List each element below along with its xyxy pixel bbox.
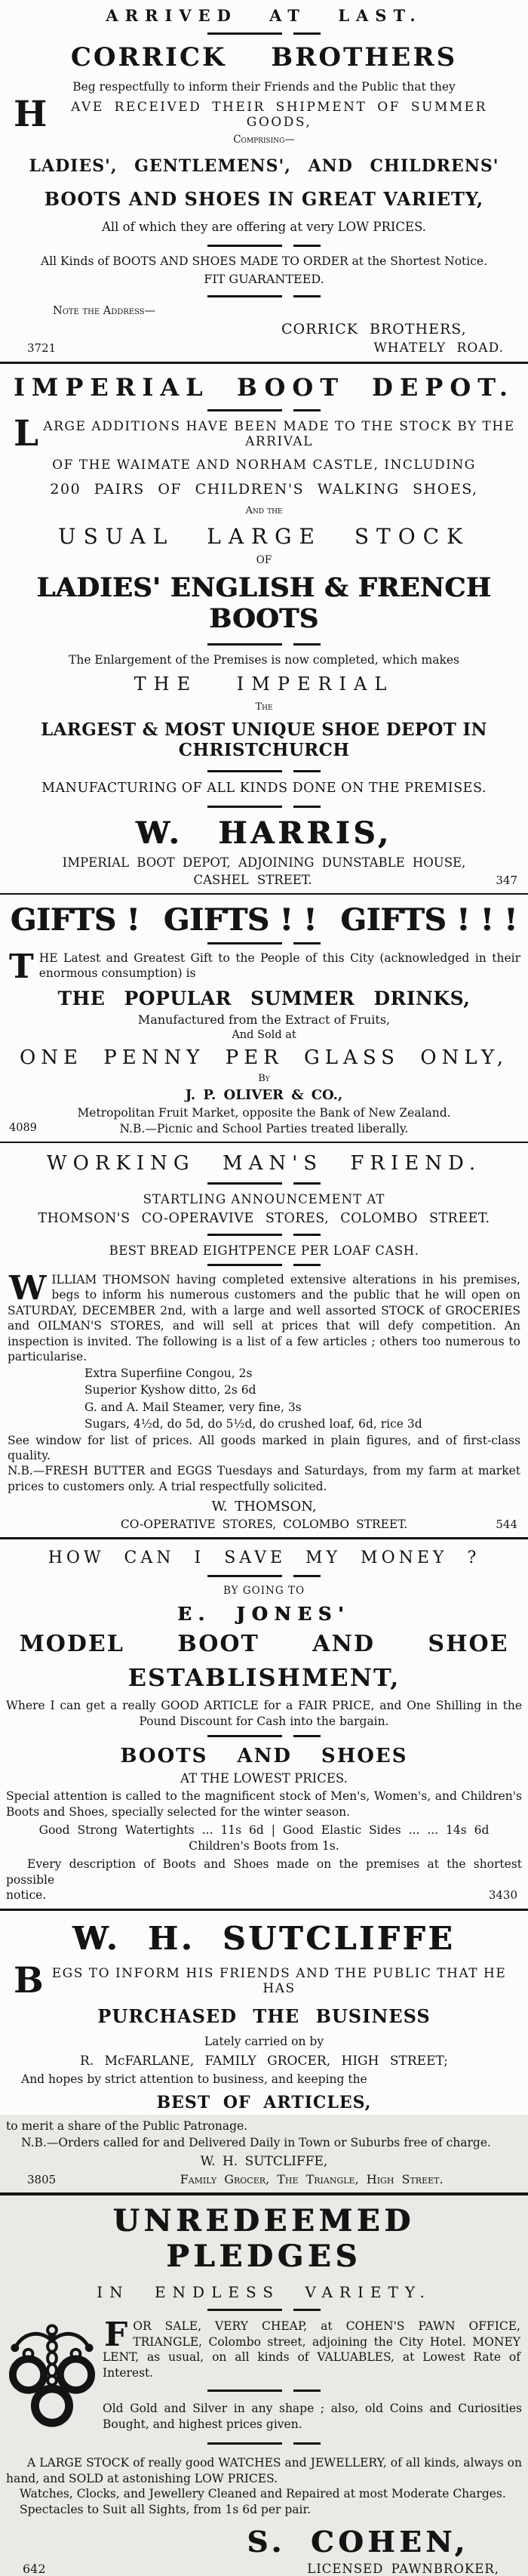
dropcap-w: W bbox=[9, 1268, 47, 1308]
oliver-summer-drinks: THE POPULAR SUMMER DRINKS, bbox=[57, 987, 471, 1009]
sutcliffe-best-articles: BEST OF ARTICLES, bbox=[156, 2093, 372, 2113]
ad-number: 4089 bbox=[9, 1121, 37, 1134]
jones-number-line bbox=[6, 1887, 522, 1903]
thomson-sig-address: CO-OPERATIVE STORES, COLOMBO STREET. bbox=[120, 1518, 408, 1532]
ad-thomson-stores bbox=[0, 1152, 528, 1531]
corrick-note-address: Note the Address— bbox=[53, 305, 156, 317]
corrick-intro: Beg respectfully to inform their Friends and the Public that they bbox=[72, 80, 456, 94]
imperial-and-the: And the bbox=[245, 505, 283, 516]
cohen-subtitle: IN ENDLESS VARIETY. bbox=[97, 2283, 431, 2302]
harris-number-line bbox=[6, 873, 522, 887]
corrick-arrived-headline: ARRIVED AT LAST. bbox=[106, 6, 422, 25]
imperial-of: OF bbox=[256, 554, 272, 566]
dropcap-b: B bbox=[14, 1960, 44, 2002]
divider bbox=[207, 643, 321, 646]
jones-lowest-prices: AT THE LOWEST PRICES. bbox=[180, 1771, 348, 1786]
pawnbroker-three-balls-icon bbox=[8, 2322, 97, 2448]
corrick-low-prices: All of which they are offering at very LOW PRICES. bbox=[101, 220, 427, 234]
divider bbox=[207, 2309, 321, 2311]
jones-by-going: BY GOING TO bbox=[223, 1585, 305, 1598]
imperial-largest-depot: LARGEST & MOST UNIQUE SHOE DEPOT IN CHRISTCHURCH bbox=[41, 719, 487, 760]
sutcliffe-hopes: And hopes by strict attention to business, and keeping the bbox=[21, 2072, 367, 2087]
jones-children-boots: Children's Boots from 1s. bbox=[189, 1839, 339, 1853]
thomson-nb: N.B.—FRESH BUTTER and EGGS Tuesdays and Saturdays, from my farm at market prices to customers only. A trial respectfully solicited. bbox=[8, 1464, 520, 1493]
cohen-title: UNREDEEMED PLEDGES bbox=[112, 2203, 416, 2275]
oliver-paragraph bbox=[6, 948, 522, 986]
divider bbox=[207, 32, 321, 35]
jones-title: HOW CAN I SAVE MY MONEY ? bbox=[48, 1548, 480, 1568]
ad-separator-rule bbox=[0, 2192, 528, 2195]
corrick-made-to-order: All Kinds of BOOTS AND SHOES MADE TO ORDER at the Shortest Notice. bbox=[41, 254, 487, 268]
cohen-paragraph2: Old Gold and Silver in any shape ; also, old Coins and Curiosities Bought, and highest prices given. bbox=[103, 2402, 522, 2431]
thomson-title: WORKING MAN'S FRIEND. bbox=[46, 1151, 482, 1175]
imperial-the-imperial: THE IMPERIAL bbox=[134, 673, 394, 695]
jones-every-description: Every description of Boots and Shoes made on the premises at the shortest possible bbox=[6, 1857, 522, 1887]
oliver-name: J. P. OLIVER & CO., bbox=[185, 1086, 343, 1103]
imperial-line3: 200 PAIRS OF CHILDREN'S WALKING SHOES, bbox=[50, 481, 478, 498]
jones-notice-tail: notice. bbox=[6, 1888, 47, 1903]
imperial-line1: ARGE ADDITIONS HAVE BEEN MADE TO THE STOCK BY THE ARRIVAL bbox=[43, 419, 515, 449]
cohen-paragraph5: Spectacles to Suit all Sights, from 1s 6d per pair. bbox=[20, 2502, 312, 2516]
corrick-ladies-line: LADIES', GENTLEMENS', AND CHILDRENS' bbox=[29, 156, 499, 176]
corrick-address: WHATELY ROAD. bbox=[373, 340, 504, 356]
cohen-number-line bbox=[6, 2562, 522, 2576]
oliver-nb-line bbox=[6, 1121, 522, 1135]
sutcliffe-purchased: PURCHASED THE BUSINESS bbox=[97, 2005, 431, 2028]
gifts-3: GIFTS ! ! ! bbox=[340, 902, 517, 938]
oliver-paragraph-text: HE Latest and Greatest Gift to the People of this City (acknowledged in their enormous consumption) is bbox=[38, 951, 520, 981]
list-item: G. and A. Mail Steamer, very fine, 3s bbox=[84, 1400, 302, 1414]
imperial-title: IMPERIAL BOOT DEPOT. bbox=[13, 373, 515, 402]
ad-number: 642 bbox=[23, 2562, 46, 2576]
ad-number: 3805 bbox=[27, 2173, 57, 2187]
sutcliffe-lately: Lately carried on by bbox=[204, 2035, 324, 2049]
dropcap-l: L bbox=[14, 413, 39, 454]
ad-oliver-gifts bbox=[0, 895, 528, 1135]
sutcliffe-signature: W. H. SUTCLIFFE, bbox=[200, 2154, 328, 2170]
list-item: Sugars, 4½d, do 5d, do 5½d, do crushed loaf, 6d, rice 3d bbox=[84, 1417, 422, 1431]
sutcliffe-begs: EGS TO INFORM HIS FRIENDS AND THE PUBLIC THAT HE HAS bbox=[51, 1966, 507, 1997]
harris-signature: W. HARRIS, bbox=[136, 815, 392, 851]
corrick-name-headline: CORRICK BROTHERS bbox=[70, 42, 458, 72]
divider bbox=[207, 2442, 321, 2445]
oliver-manufactured: Manufactured from the Extract of Fruits, bbox=[137, 1012, 391, 1027]
cohen-paragraph1-text: OR SALE, VERY CHEAP, at COHEN'S PAWN OFFICE, TRIANGLE, Colombo street, adjoining the City Hotel. MONEY LENT, as usual, on all kinds of VALUABLES, at Lowest Rate of Interest. bbox=[103, 2319, 520, 2380]
gifts-headline bbox=[6, 895, 522, 938]
oliver-sold-at: And Sold at bbox=[232, 1028, 296, 1041]
divider bbox=[207, 1182, 321, 1185]
harris-address-line1: IMPERIAL BOOT DEPOT, ADJOINING DUNSTABLE HOUSE, bbox=[62, 855, 466, 870]
divider bbox=[207, 942, 321, 944]
imperial-the: The bbox=[255, 701, 273, 713]
harris-address-line2: CASHEL STREET. bbox=[193, 873, 312, 887]
thomson-stores-line: THOMSON'S CO-OPERAVIVE STORES, COLOMBO STREET. bbox=[38, 1210, 490, 1226]
dropcap-f: F bbox=[104, 2316, 128, 2355]
oliver-address: Metropolitan Fruit Market, opposite the Bank of New Zealand. bbox=[77, 1105, 451, 1120]
divider bbox=[207, 1575, 321, 1577]
sutcliffe-dropcap-line bbox=[6, 1960, 522, 2028]
jones-name: E. JONES' bbox=[177, 1603, 351, 1625]
imperial-line2: OF THE WAIMATE AND NORHAM CASTLE, INCLUDING bbox=[52, 458, 476, 473]
jones-establishment-line: ESTABLISHMENT, bbox=[127, 1663, 401, 1693]
sutcliffe-sig-address: Family Grocer, The Triangle, High Street. bbox=[180, 2172, 444, 2187]
sutcliffe-nb: N.B.—Orders called for and Delivered Daily in Town or Suburbs free of charge. bbox=[21, 2136, 491, 2150]
thomson-see-window: See window for list of prices. All goods marked in plain figures, and of first-class quality. bbox=[8, 1433, 520, 1462]
divider bbox=[207, 245, 321, 247]
cohen-paragraph4: Watches, Clocks, and Jewellery Cleaned and Repaired at most Moderate Charges. bbox=[20, 2487, 506, 2501]
imperial-usual-stock: USUAL LARGE STOCK bbox=[58, 524, 470, 549]
ad-jones-boot-shoe bbox=[0, 1548, 528, 1903]
cohen-signature: S. COHEN, bbox=[247, 2525, 469, 2559]
divider bbox=[207, 1264, 321, 1266]
ad-separator-rule bbox=[0, 1909, 528, 1911]
imperial-dropcap-line bbox=[6, 413, 522, 473]
ad-number: 3721 bbox=[27, 341, 57, 355]
jones-special: Special attention is called to the magnificent stock of Men's, Women's, and Children's Boots and Shoes, specially selected for the winter season. bbox=[6, 1789, 522, 1819]
corrick-received: AVE RECEIVED THEIR SHIPMENT OF SUMMER GOODS, bbox=[71, 100, 487, 130]
gifts-1: GIFTS ! bbox=[11, 902, 140, 938]
cohen-paragraph3: A LARGE STOCK of really good WATCHES and JEWELLERY, of all kinds, always on hand, and SOLD at astonishing LOW PRICES. bbox=[6, 2456, 522, 2485]
oliver-one-penny: ONE PENNY PER GLASS ONLY, bbox=[19, 1046, 508, 1069]
sutcliffe-name: W. H. SUTCLIFFE bbox=[72, 1920, 456, 1958]
imperial-ladies-boots: LADIES' ENGLISH & FRENCH BOOTS bbox=[36, 572, 492, 634]
ad-separator-rule bbox=[0, 1142, 528, 1143]
jones-price-line: Good Strong Watertights ... 11s 6d | Good Elastic Sides ... ... 14s 6d bbox=[38, 1823, 490, 1838]
divider bbox=[207, 770, 321, 772]
divider bbox=[207, 806, 321, 808]
jones-model-line: MODEL BOOT AND SHOE bbox=[19, 1631, 509, 1658]
thomson-paragraph-text: ILLIAM THOMSON having completed extensive alterations in his premises, begs to inform his numerous customers and the public that he will open on SATURDAY, DECEMBER 2nd, with a large and well assorted STOCK of GROCERIES and OILMAN'S STORES, and will sell at prices that will defy competition. An inspection is invited. The following is a list of a few articles ; others too numerous to particularise. bbox=[8, 1272, 520, 1364]
ad-number: 544 bbox=[496, 1518, 517, 1532]
sutcliffe-number-line bbox=[6, 2172, 522, 2186]
imperial-manufacturing: MANUFACTURING OF ALL KINDS DONE ON THE PREMISES. bbox=[41, 781, 487, 796]
ad-separator-rule bbox=[0, 1537, 528, 1539]
divider bbox=[207, 1234, 321, 1236]
sutcliffe-mcfarlane: R. McFARLANE, FAMILY GROCER, HIGH STREET; bbox=[80, 2054, 448, 2069]
thomson-price-list bbox=[6, 1365, 522, 1433]
list-item: Extra Superfiine Congou, 2s bbox=[84, 1366, 253, 1380]
list-item: Superior Kyshow ditto, 2s 6d bbox=[84, 1383, 256, 1397]
corrick-comprising: Comprising— bbox=[233, 134, 295, 146]
imperial-enlargement: The Enlargement of the Premises is now completed, which makes bbox=[69, 653, 459, 667]
cohen-licensed: LICENSED PAWNBROKER, bbox=[307, 2562, 499, 2576]
divider bbox=[207, 295, 321, 297]
ad-sutcliffe-grocer bbox=[0, 1920, 528, 2186]
ad-number: 347 bbox=[496, 874, 517, 887]
divider bbox=[207, 2390, 321, 2392]
corrick-number-line bbox=[6, 340, 522, 356]
corrick-dropcap-line bbox=[6, 94, 522, 146]
jones-paragraph: Where I can get a really GOOD ARTICLE for a FAIR PRICE, and One Shilling in the Pound Discount for Cash into the bargain. bbox=[6, 1699, 522, 1728]
thomson-startling: STARTLING ANNOUNCEMENT AT bbox=[143, 1191, 385, 1206]
ad-imperial-boot-depot bbox=[0, 373, 528, 887]
jones-boots-shoes: BOOTS AND SHOES bbox=[120, 1745, 408, 1768]
thomson-paragraph bbox=[6, 1268, 522, 1365]
thomson-number-line bbox=[6, 1518, 522, 1531]
ad-cohen-pawnbroker bbox=[0, 2203, 528, 2576]
sutcliffe-merit: to merit a share of the Public Patronage. bbox=[6, 2119, 248, 2134]
oliver-nb: N.B.—Picnic and School Parties treated liberally. bbox=[119, 1121, 409, 1135]
oliver-by: By bbox=[258, 1072, 270, 1084]
thomson-bread-line: BEST BREAD EIGHTPENCE PER LOAF CASH. bbox=[109, 1243, 419, 1258]
dropcap-h: H bbox=[14, 94, 48, 135]
corrick-boots-line: BOOTS AND SHOES IN GREAT VARIETY, bbox=[44, 188, 484, 210]
cohen-body bbox=[6, 2316, 522, 2445]
ad-number: 3430 bbox=[488, 1888, 517, 1903]
divider bbox=[207, 1735, 321, 1737]
dropcap-t: T bbox=[9, 948, 34, 986]
thomson-signature: W. THOMSON, bbox=[211, 1499, 317, 1515]
divider bbox=[207, 409, 321, 411]
corrick-fit-guaranteed: FIT GUARANTEED. bbox=[204, 272, 324, 286]
ad-separator-rule bbox=[0, 362, 528, 364]
gifts-2: GIFTS ! ! bbox=[164, 902, 317, 938]
corrick-signature: CORRICK BROTHERS, bbox=[281, 321, 467, 337]
ad-corrick-brothers bbox=[0, 0, 528, 356]
